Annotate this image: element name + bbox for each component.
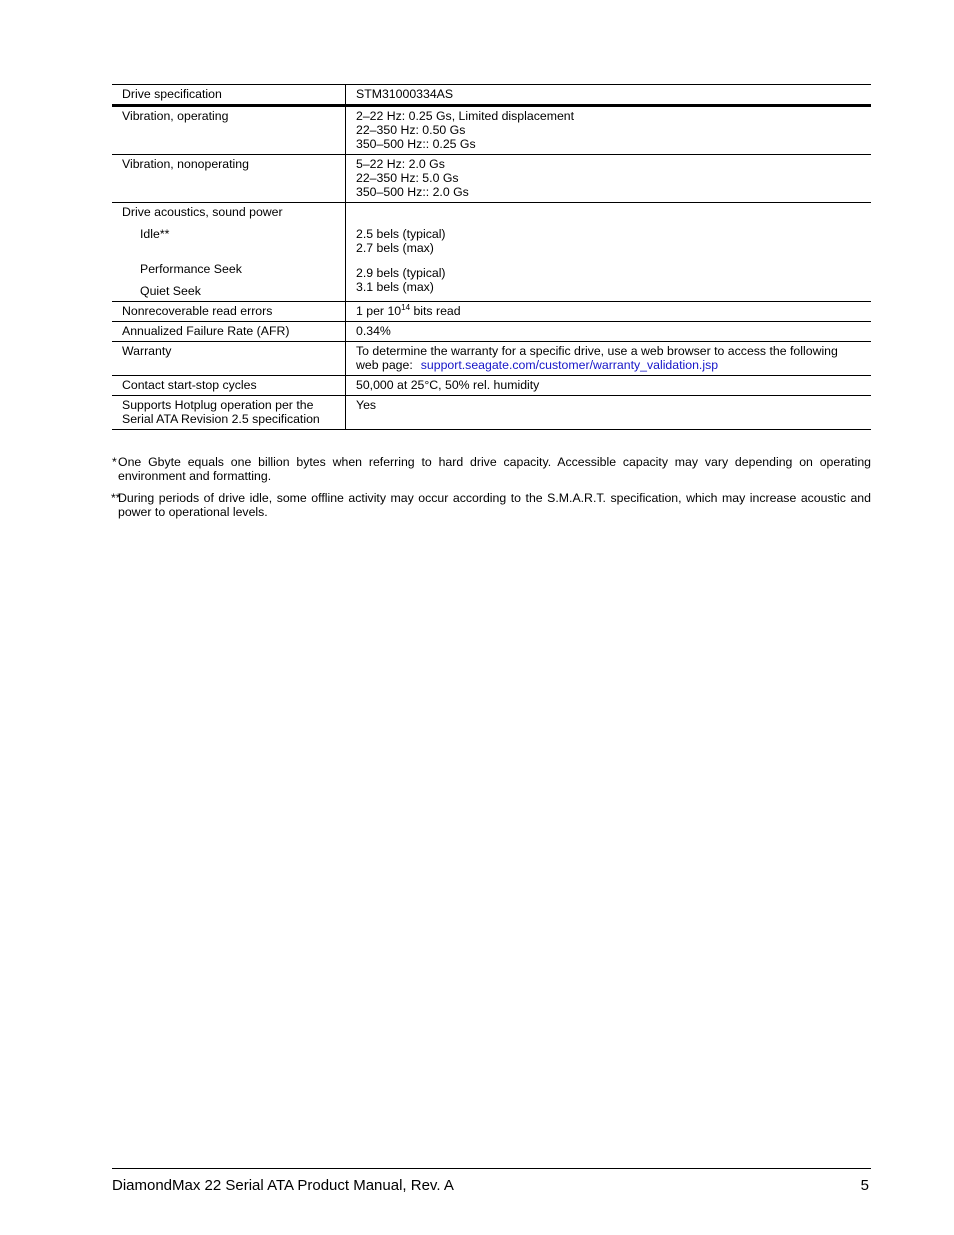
row-label-warranty: Warranty [112,342,346,376]
value-line: 2–22 Hz: 0.25 Gs, Limited displacement [356,109,575,123]
row-label-afr: Annualized Failure Rate (AFR) [112,322,346,342]
table-header-row [112,85,871,106]
acoustics-label: Drive acoustics, sound power [122,205,283,219]
value-line: 22–350 Hz: 5.0 Gs [356,171,459,185]
acoustics-performance-label: Performance Seek [140,262,242,276]
row-value-warranty [346,342,872,376]
page-number: 5 [860,1177,869,1194]
table-row [112,106,871,155]
row-value-vibration-operating [346,106,872,155]
footnote [112,491,871,519]
row-label-acoustics [112,203,346,302]
header-label: Drive specification [112,85,346,106]
acoustics-quiet-label: Quiet Seek [140,284,201,298]
hotplug-label-line: Supports Hotplug operation per the [122,398,314,412]
row-label-nonrecoverable: Nonrecoverable read errors [112,302,346,322]
seek-max: 3.1 bels (max) [356,280,434,294]
header-model: STM31000334AS [346,85,872,106]
row-value-hotplug: Yes [346,396,872,430]
row-label-hotplug [112,396,346,430]
footnote-text: During periods of drive idle, some offline activity may occur according to the S.M.A.R.T. specification, which may increase acoustic and power to operational levels. [118,491,871,519]
value-line: 350–500 Hz:: 0.25 Gs [356,137,476,151]
row-value-afr: 0.34% [346,322,872,342]
table-row [112,376,871,396]
table-row [112,342,871,376]
row-value-nonrecoverable [346,302,872,322]
table-row [112,396,871,430]
footer-title: DiamondMax 22 Serial ATA Product Manual, Rev. A [112,1177,454,1194]
seek-typical: 2.9 bels (typical) [356,266,446,280]
footnote [112,455,871,483]
row-label-vibration-nonoperating: Vibration, nonoperating [112,155,346,203]
table-row [112,302,871,322]
warranty-link[interactable]: support.seagate.com/customer/warranty_validation.jsp [420,358,719,372]
footer-rule [112,1168,871,1169]
value-line: 350–500 Hz:: 2.0 Gs [356,185,469,199]
footnote-text: One Gbyte equals one billion bytes when referring to hard drive capacity. Accessible capacity may vary depending on operating environment and formatting. [118,455,871,483]
idle-max: 2.7 bels (max) [356,241,434,255]
table-row [112,203,871,302]
footnote-mark: * [112,455,117,469]
error-rate-prefix: 1 per 10 [356,304,402,318]
idle-typical: 2.5 bels (typical) [356,227,446,241]
value-line: 22–350 Hz: 0.50 Gs [356,123,466,137]
row-value-vibration-nonoperating [346,155,872,203]
warranty-web-page-label: web page: [356,358,413,372]
row-value-contact: 50,000 at 25°C, 50% rel. humidity [346,376,872,396]
table-row [112,155,871,203]
footnote-mark: ** [111,491,121,505]
value-line: 5–22 Hz: 2.0 Gs [356,157,445,171]
warranty-text: To determine the warranty for a specific drive, use a web browser to access the following [356,344,838,358]
row-label-contact: Contact start-stop cycles [112,376,346,396]
row-value-acoustics [346,203,872,302]
table-row [112,322,871,342]
error-rate-exponent: 14 [401,303,411,312]
error-rate-suffix: bits read [410,304,461,318]
acoustics-idle-label: Idle** [140,227,170,241]
row-label-vibration-operating: Vibration, operating [112,106,346,155]
drive-spec-table [112,84,871,430]
footnotes [112,455,871,527]
hotplug-label-line: Serial ATA Revision 2.5 specification [122,412,320,426]
